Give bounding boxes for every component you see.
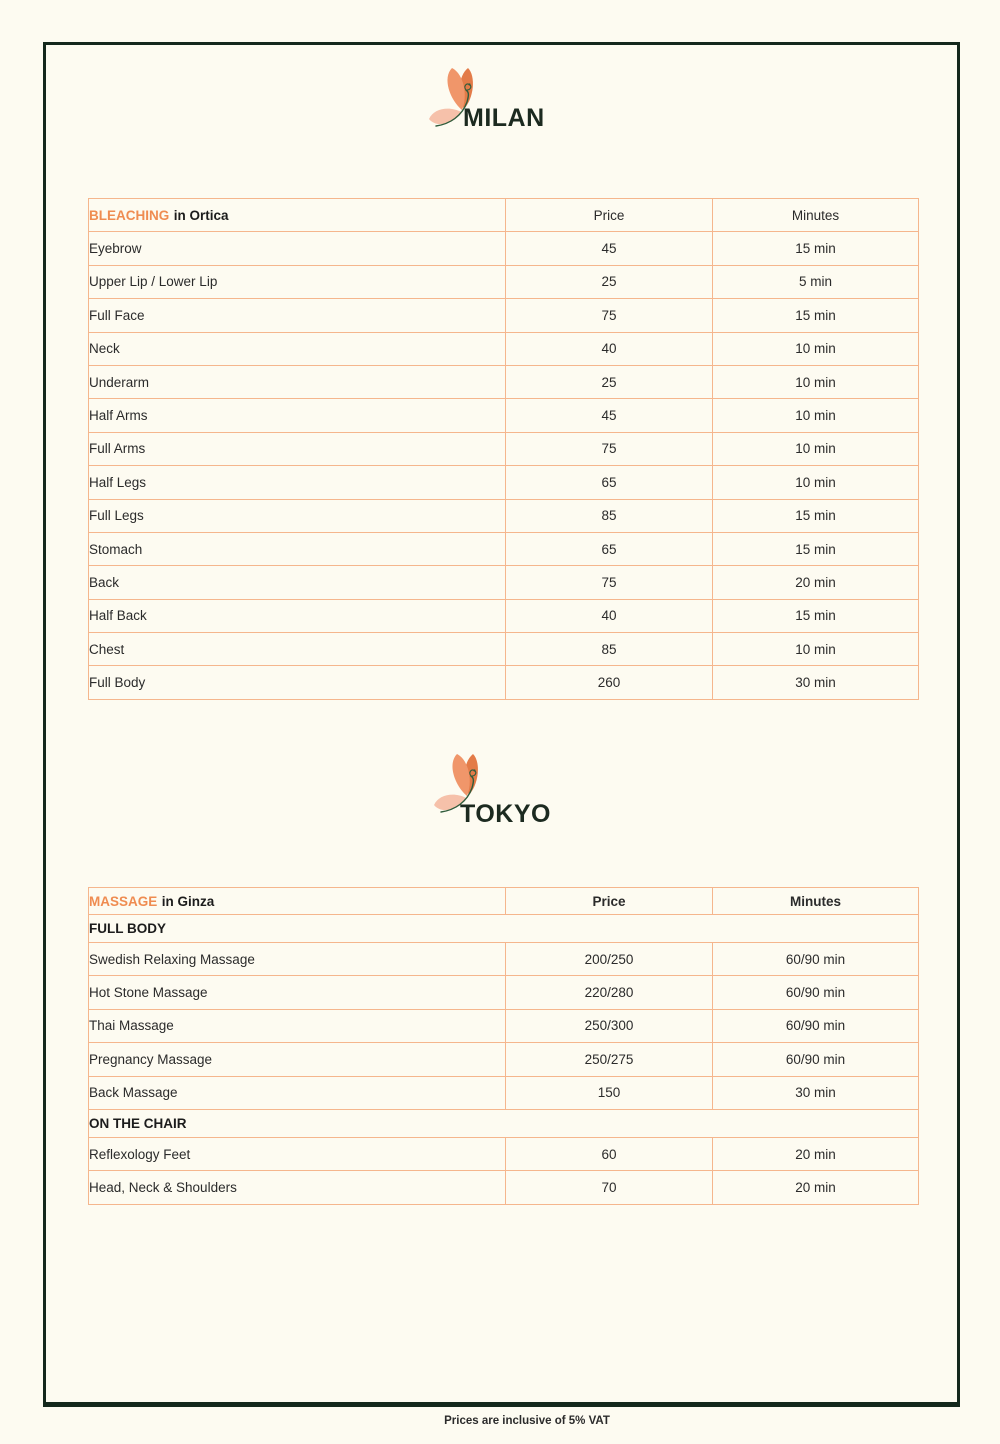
minutes-cell: 15 min [713, 299, 919, 332]
service-cell: Full Face [89, 299, 506, 332]
minutes-cell: 60/90 min [713, 1009, 919, 1042]
service-cell: Swedish Relaxing Massage [89, 943, 506, 976]
price-cell: 45 [506, 232, 713, 265]
price-cell: 85 [506, 499, 713, 532]
service-cell: Upper Lip / Lower Lip [89, 265, 506, 298]
table-header-row [89, 888, 919, 915]
minutes-cell: 10 min [713, 633, 919, 666]
minutes-cell: 15 min [713, 599, 919, 632]
service-cell: Thai Massage [89, 1009, 506, 1042]
price-cell: 260 [506, 666, 713, 699]
category-accent-label: BLEACHING [89, 207, 170, 223]
service-cell: Back Massage [89, 1076, 506, 1109]
service-cell: Back [89, 566, 506, 599]
table-row [89, 943, 919, 976]
minutes-cell: 30 min [713, 666, 919, 699]
minutes-cell: 15 min [713, 232, 919, 265]
minutes-cell: 10 min [713, 365, 919, 398]
table-row [89, 1076, 919, 1109]
table-row [89, 265, 919, 298]
table-row [89, 299, 919, 332]
minutes-cell: 15 min [713, 532, 919, 565]
price-cell: 70 [506, 1171, 713, 1204]
table-row [89, 633, 919, 666]
table-row [89, 566, 919, 599]
category-accent-label: MASSAGE [89, 893, 158, 909]
price-column-header: Price [506, 888, 713, 915]
price-cell: 65 [506, 466, 713, 499]
service-cell: Stomach [89, 532, 506, 565]
price-cell: 200/250 [506, 943, 713, 976]
price-cell: 45 [506, 399, 713, 432]
minutes-cell: 60/90 min [713, 976, 919, 1009]
price-cell: 250/300 [506, 1009, 713, 1042]
minutes-cell: 10 min [713, 399, 919, 432]
table-row [89, 532, 919, 565]
table-row [89, 399, 919, 432]
service-cell: Pregnancy Massage [89, 1043, 506, 1076]
category-header-cell [89, 199, 506, 232]
service-cell: Full Body [89, 666, 506, 699]
price-cell: 250/275 [506, 1043, 713, 1076]
service-cell: Full Arms [89, 432, 506, 465]
service-cell: Head, Neck & Shoulders [89, 1171, 506, 1204]
price-cell: 40 [506, 599, 713, 632]
vat-note: Prices are inclusive of 5% VAT [444, 1415, 610, 1427]
massage-price-table [88, 887, 919, 1205]
table-row [89, 1171, 919, 1204]
price-cell: 60 [506, 1137, 713, 1170]
minutes-cell: 20 min [713, 566, 919, 599]
minutes-column-header: Minutes [713, 199, 919, 232]
table-row [89, 1043, 919, 1076]
minutes-cell: 10 min [713, 332, 919, 365]
service-cell: Hot Stone Massage [89, 976, 506, 1009]
group-header-label: ON THE CHAIR [89, 1109, 919, 1137]
minutes-cell: 5 min [713, 265, 919, 298]
price-cell: 150 [506, 1076, 713, 1109]
table-row [89, 332, 919, 365]
minutes-cell: 60/90 min [713, 1043, 919, 1076]
section-title-milan: MILAN [463, 104, 545, 132]
group-header-row [89, 915, 919, 943]
minutes-cell: 10 min [713, 466, 919, 499]
price-cell: 220/280 [506, 976, 713, 1009]
group-header-label: FULL BODY [89, 915, 919, 943]
price-cell: 25 [506, 265, 713, 298]
table-row [89, 466, 919, 499]
minutes-cell: 60/90 min [713, 943, 919, 976]
table-row [89, 666, 919, 699]
minutes-column-header: Minutes [713, 888, 919, 915]
price-cell: 75 [506, 566, 713, 599]
service-cell: Chest [89, 633, 506, 666]
price-cell: 65 [506, 532, 713, 565]
minutes-cell: 20 min [713, 1137, 919, 1170]
price-cell: 25 [506, 365, 713, 398]
minutes-cell: 30 min [713, 1076, 919, 1109]
minutes-cell: 10 min [713, 432, 919, 465]
service-cell: Half Legs [89, 466, 506, 499]
table-row [89, 365, 919, 398]
service-cell: Underarm [89, 365, 506, 398]
category-suffix-label: in Ortica [173, 207, 229, 223]
table-row [89, 1137, 919, 1170]
price-cell: 40 [506, 332, 713, 365]
butterfly-head-dot [473, 769, 475, 771]
group-header-row [89, 1109, 919, 1137]
bleaching-price-table [88, 198, 919, 700]
category-header-cell [89, 888, 506, 915]
service-cell: Half Arms [89, 399, 506, 432]
table-row [89, 432, 919, 465]
table-row [89, 976, 919, 1009]
price-cell: 75 [506, 299, 713, 332]
price-column-header: Price [506, 199, 713, 232]
service-cell: Eyebrow [89, 232, 506, 265]
butterfly-front-wing [452, 754, 469, 796]
table-row [89, 1009, 919, 1042]
minutes-cell: 15 min [713, 499, 919, 532]
table-row [89, 232, 919, 265]
butterfly-head-dot [468, 83, 470, 85]
price-cell: 75 [506, 432, 713, 465]
butterfly-lower-wing [429, 109, 461, 124]
category-suffix-label: in Ginza [161, 893, 215, 909]
section-title-tokyo: TOKYO [460, 800, 551, 828]
minutes-cell: 20 min [713, 1171, 919, 1204]
table-row [89, 499, 919, 532]
service-cell: Reflexology Feet [89, 1137, 506, 1170]
service-cell: Full Legs [89, 499, 506, 532]
service-cell: Half Back [89, 599, 506, 632]
price-cell: 85 [506, 633, 713, 666]
table-row [89, 599, 919, 632]
service-cell: Neck [89, 332, 506, 365]
table-header-row [89, 199, 919, 232]
